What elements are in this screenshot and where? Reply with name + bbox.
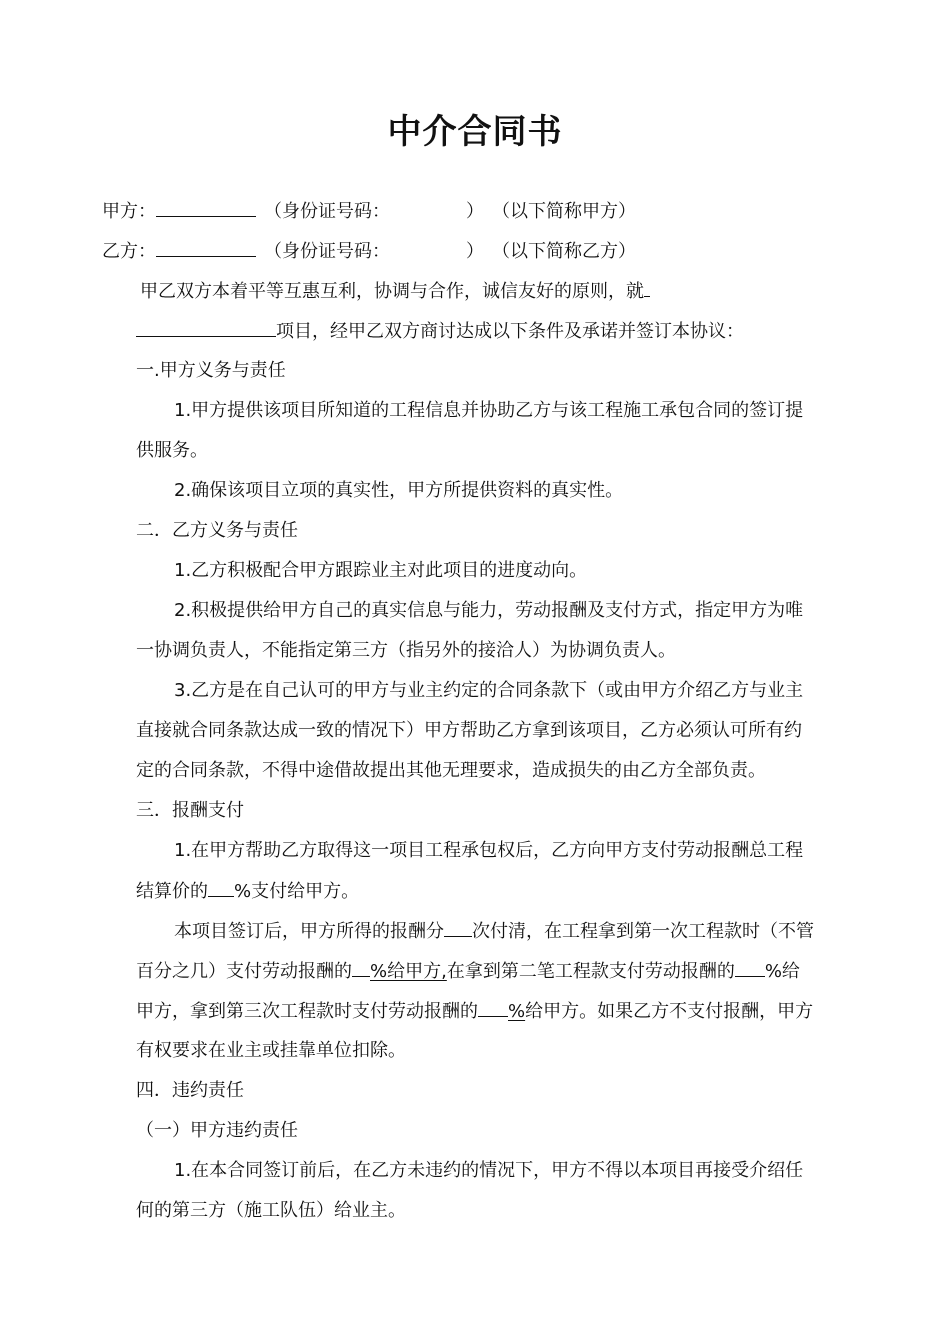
second-payment-percent: %给 [764,961,800,982]
party-b-label: 乙方： [102,241,156,262]
party-a-id-close: ） [466,201,484,222]
party-a-name-blank [156,198,256,217]
intro-text-1: 甲乙双方本着平等互惠互利，协调与合作，诚信友好的原则，就 [140,281,644,302]
party-a-alias: （以下简称甲方） [492,201,636,222]
document-title: 中介合同书 [387,112,563,152]
section-2-item-1: 1.乙方积极配合甲方跟踪业主对此项目的进度动向。 [174,560,588,581]
section-2-item-3-cont-1: 直接就合同条款达成一致的情况下）甲方帮助乙方拿到该项目，乙方必须认可所有约 [136,720,802,741]
section-4-subheading-1: （一）甲方违约责任 [136,1120,298,1141]
installments-text-pre: 本项目签订后，甲方所得的报酬分 [174,921,444,942]
intro-blank-start [644,278,650,297]
settlement-text-post: %支付给甲方。 [234,881,360,902]
first-payment-blank [352,958,370,977]
first-payment-percent: %给甲方, [370,961,447,982]
party-b-alias: （以下简称乙方） [492,241,636,262]
section-2-item-3: 3.乙方是在自己认可的甲方与业主约定的合同条款下（或由甲方介绍乙方与业主 [174,680,804,701]
second-payment-blank [735,958,765,977]
section-1-item-1: 1.甲方提供该项目所知道的工程信息并协助乙方与该工程施工承包合同的签订提 [174,400,804,421]
party-b-line [102,238,636,265]
intro-text-2: 项目，经甲乙双方商讨达成以下条件及承诺并签订本协议： [276,321,744,342]
first-payment-text: 百分之几）支付劳动报酬的 [136,961,352,982]
party-a-label: 甲方： [102,201,156,222]
installments-blank [444,918,472,937]
party-a-line [102,198,636,225]
section-4-item-1-cont: 何的第三方（施工队伍）给业主。 [136,1200,406,1221]
section-4-heading: 四．违约责任 [136,1080,244,1101]
installments-text-post: 次付清，在工程拿到第一次工程款时（不管 [472,921,814,942]
section-3-item-1-cont [136,878,359,905]
settlement-text-pre: 结算价的 [136,881,208,902]
section-1-item-2: 2.确保该项目立项的真实性，甲方所提供资料的真实性。 [174,480,624,501]
party-b-id-open: （身份证号码： [264,241,390,262]
intro-line-2 [136,318,744,345]
section-2-heading: 二．乙方义务与责任 [136,520,298,541]
project-name-blank [136,318,276,337]
section-3-heading: 三．报酬支付 [136,800,244,821]
section-2-item-2-cont: 一协调负责人，不能指定第三方（指另外的接洽人）为协调负责人。 [136,640,676,661]
section-2-item-2: 2.积极提供给甲方自己的真实信息与能力，劳动报酬及支付方式，指定甲方为唯 [174,600,804,621]
section-1-heading: 一.甲方义务与责任 [136,360,286,381]
third-payment-text: 甲方，拿到第三次工程款时支付劳动报酬的 [136,1001,478,1022]
party-a-id-open: （身份证号码： [264,201,390,222]
payment-para-line-2 [136,958,800,985]
payment-para-line-1 [174,918,814,945]
settlement-percent-blank [208,878,234,897]
payment-para-line-4: 有权要求在业主或挂靠单位扣除。 [136,1040,406,1061]
payment-para-line-3 [136,998,813,1025]
second-payment-text: 在拿到第二笔工程款支付劳动报酬的 [446,961,735,982]
section-4-item-1: 1.在本合同签订前后，在乙方未违约的情况下，甲方不得以本项目再接受介绍任 [174,1160,804,1181]
third-payment-percent: % [508,1001,526,1022]
third-payment-text-post: 给甲方。如果乙方不支付报酬，甲方 [525,1001,814,1022]
intro-line-1 [140,278,650,305]
party-b-id-close: ） [466,241,484,262]
section-2-item-3-cont-2: 定的合同条款，不得中途借故提出其他无理要求，造成损失的由乙方全部负责。 [136,760,766,781]
third-payment-blank [478,998,508,1017]
section-3-item-1: 1.在甲方帮助乙方取得这一项目工程承包权后，乙方向甲方支付劳动报酬总工程 [174,840,804,861]
party-b-name-blank [156,238,256,257]
section-1-item-1-cont: 供服务。 [136,440,208,461]
